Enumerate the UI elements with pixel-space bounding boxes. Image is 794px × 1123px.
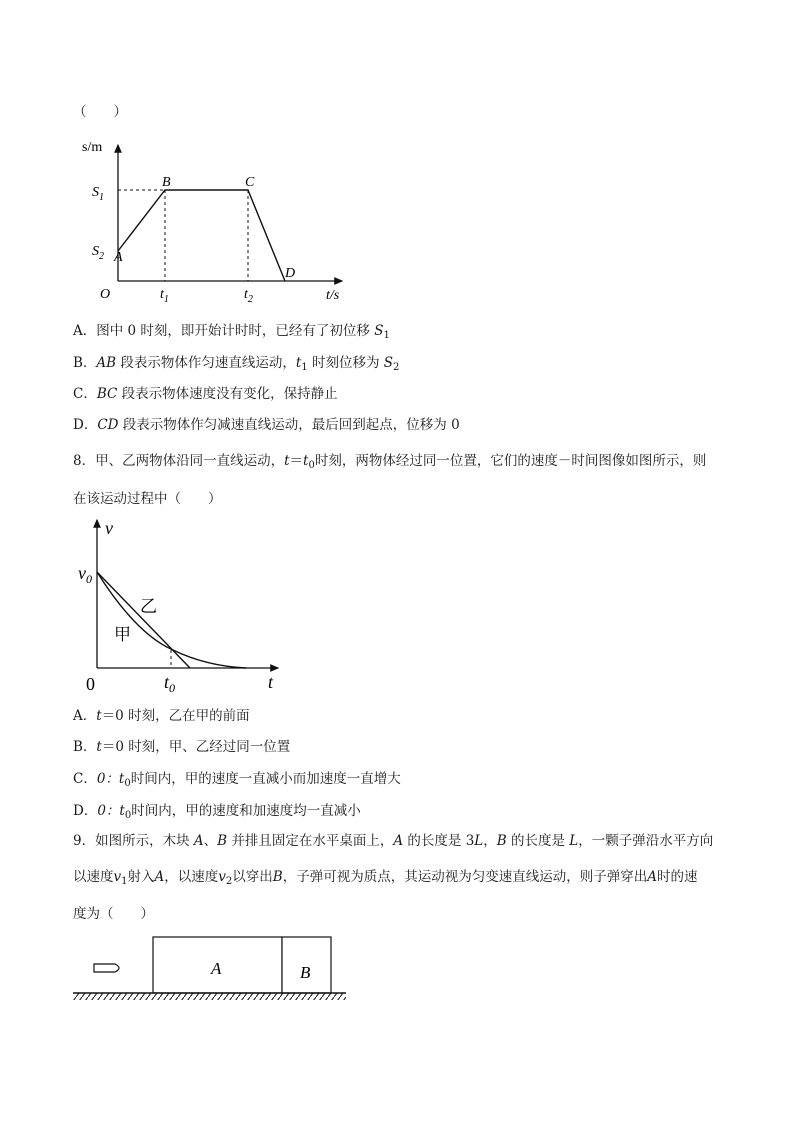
q8-option-b: B．t＝0 时刻，甲、乙经过同一位置	[73, 739, 291, 755]
q8-tick-t0: $t_0$	[164, 672, 176, 695]
q8-line-yi	[97, 572, 190, 668]
q8-option-a: A．t＝0 时刻，乙在甲的前面	[73, 708, 250, 724]
q8-option-d: D．0：$t_0$时间内，甲的速度和加速度均一直减小	[73, 803, 361, 821]
q8-stem-line1: 8．甲、乙两物体沿同一直线运动，$t=t_0$时刻，两物体经过同一位置，它们的速度－时间图像如图所示，则	[73, 453, 707, 471]
q8-option-c: C．0：$t_0$时间内，甲的速度一直减小而加速度一直增大	[73, 771, 401, 789]
q8-stem-line2: 在该运动过程中（ ）	[73, 491, 222, 507]
q7-option-b: B．AB 段表示物体作匀速直线运动，$t_1$ 时刻位移为 $S_2$	[73, 355, 400, 373]
q7-x-axis-label: t/s	[326, 288, 340, 303]
q8-label-yi: 乙	[140, 597, 157, 616]
q9-stem-line2: 以速度$v_1$射入A，以速度$v_2$以穿出B，子弹可视为质点，其运动视为匀变速直线运动，则子弹穿出A时的速	[73, 869, 698, 887]
q7-point-a: A	[114, 250, 123, 265]
q8-tick-v0: $v_0$	[78, 563, 92, 586]
bullet-icon	[94, 964, 119, 972]
q9-table-hatch	[73, 993, 346, 1000]
q7-bracket: （ ）	[73, 104, 127, 120]
q7-tick-s2: $S_2$	[92, 244, 104, 262]
q7-origin: O	[100, 287, 111, 302]
q8-y-axis-label: v	[105, 518, 113, 538]
q9-block-a-label: A	[211, 959, 222, 978]
q7-point-b: B	[162, 175, 171, 190]
q7-option-c: C．BC 段表示物体速度没有变化，保持静止	[73, 386, 338, 402]
q7-point-d: D	[285, 266, 296, 281]
q9-block-b-label: B	[300, 963, 311, 982]
q7-tick-t2: $t_2$	[244, 287, 253, 305]
q7-option-d: D．CD 段表示物体作匀减速直线运动，最后回到起点，位移为 0	[73, 417, 460, 433]
q8-x-axis-label: t	[268, 672, 274, 692]
q9-stem-line1: 9．如图所示，木块 A、B 并排且固定在水平桌面上，A 的长度是 3L，B 的长度是 L，一颗子弹沿水平方向	[73, 833, 714, 849]
q8-curve-jia	[97, 572, 246, 668]
q7-option-a: A．图中 0 时刻，即开始计时时，已经有了初位移 $S_1$	[73, 323, 390, 341]
q8-origin: 0	[86, 674, 95, 694]
q7-st-graph	[80, 135, 370, 310]
q7-y-axis-label: s/m	[82, 140, 103, 155]
q9-blocks-figure	[70, 933, 360, 1003]
q9-stem-line3: 度为（ ）	[73, 906, 154, 922]
q8-label-jia: 甲	[114, 625, 131, 644]
q7-tick-s1: $S_1$	[92, 185, 104, 203]
q7-point-c: C	[245, 175, 255, 190]
q7-st-line	[118, 190, 285, 281]
q8-vt-graph	[78, 512, 298, 695]
q7-tick-t1: $t_1$	[160, 287, 169, 305]
